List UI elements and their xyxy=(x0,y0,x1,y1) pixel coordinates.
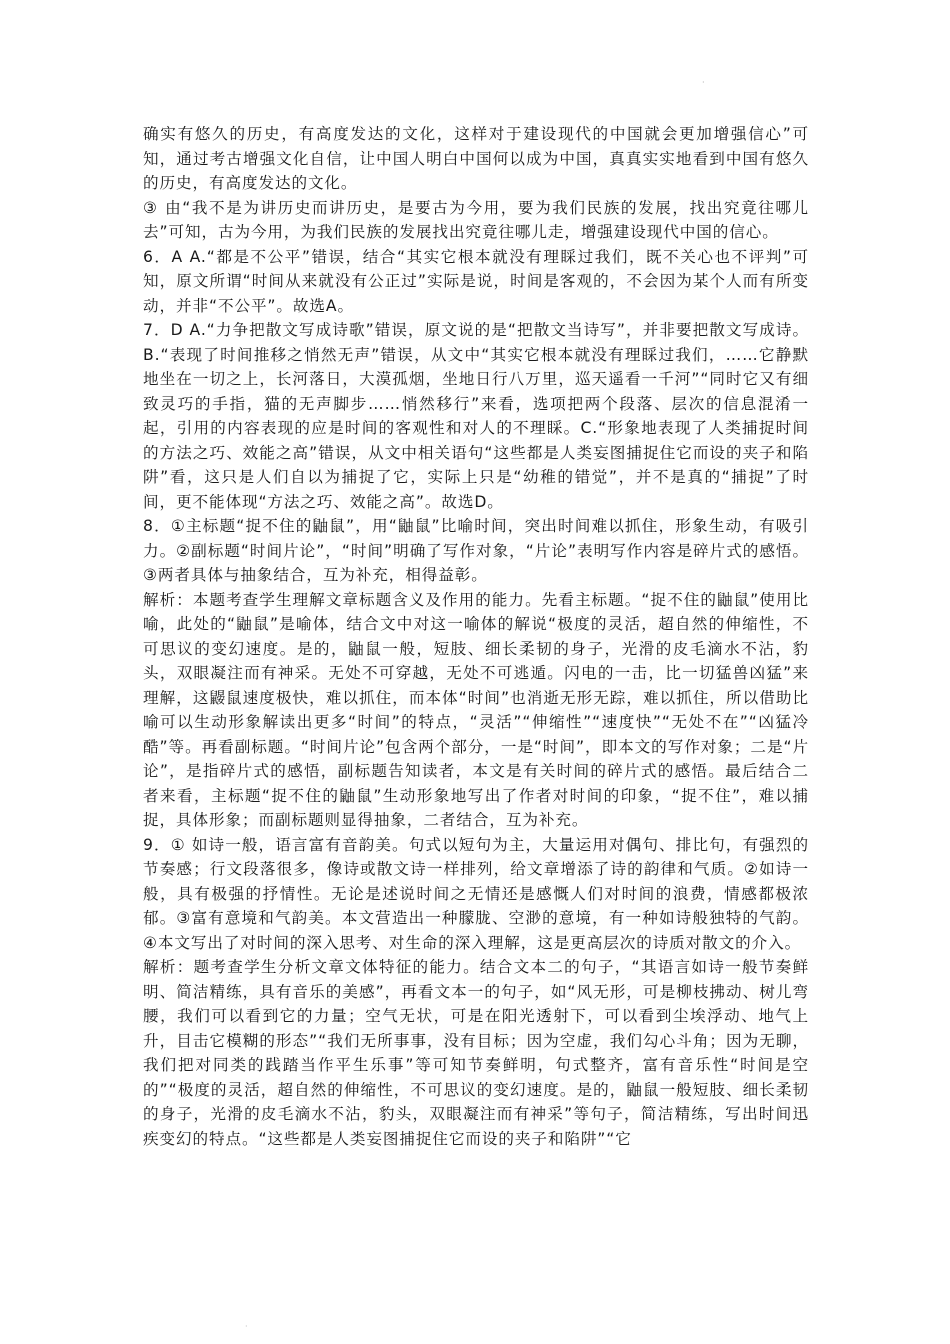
paragraph-continuation: 确实有悠久的历史，有高度发达的文化，这样对于建设现代的中国就会更加增强信心”可知，通过考古增强文化自信，让中国人明白中国何以成为中国，真真实实地看到中国有悠久的历史，有高度发达的文化。 xyxy=(143,125,809,192)
answer-7: 7．D A.“力争把散文写成诗歌”错误，原文说的是“把散文当诗写”，并非要把散文写成诗。B.“表现了时间推移之悄然无声”错误，从文中“其实它根本就没有理睬过我们，……它静默地坐在一切之上，长河落日，大漠孤烟，坐地日行八万里，巡天遥看一千河”“同时它又有细致灵巧的手指，猫的无声脚步……悄然移行”来看，选项把两个段落、层次的信息混淆一起，引用的内容表现的应是时间的客观性和对人的不理睬。C.“形象地表现了人类捕捉时间的方法之巧、效能之高”错误，从文中相关语句“这些都是人类妄图捕捉住它而设的夹子和陷阱”看，这只是人们自以为捕捉了它，实际上只是“幼稚的错觉”，并不是真的“捕捉”了时间，更不能体现“方法之巧、效能之高”。故选D。 xyxy=(143,321,809,511)
analysis-9: 解析：题考查学生分析文章文体特征的能力。结合文本二的句子，“其语言如诗一般节奏鲜明、简洁精练，具有音乐的美感”，再看文本一的句子，如“风无形，可是柳枝拂动、树儿弯腰，我们可以看到它的力量；空气无状，可是在阳光透射下，可以看到尘埃浮动、地气上升，目击它模糊的形态”“我们无所事事，没有目标；因为空虚，我们勾心斗角；因为无聊，我们把对同类的践踏当作平生乐事”等可知节奏鲜明，句式整齐，富有音乐性“时间是空的”“极度的灵活，超自然的伸缩性，不可思议的变幻速度。是的，鼬鼠一般短肢、细长柔韧的身子，光滑的皮毛滴水不沾，豹头，双眼凝注而有神采”等句子，简洁精练，写出时间迅疾变幻的特点。“这些都是人类妄图捕捉住它而设的夹子和陷阱”“它 xyxy=(143,958,809,1148)
answer-text-body xyxy=(143,122,809,1151)
footer-dot: · xyxy=(245,1322,248,1331)
answer-9: 9．① 如诗一般，语言富有音韵美。句式以短句为主，大量运用对偶句、排比句，有强烈的节奏感；行文段落很多，像诗或散文诗一样排列，给文章增添了诗的韵律和气质。②如诗一般，具有极强的抒情性。无论是述说时间之无情还是感慨人们对时间的浪费，情感都极浓郁。③富有意境和气韵美。本文营造出一种朦胧、空渺的意境，有一种如诗般独特的气韵。④本文写出了对时间的深入思考、对生命的深入理解，这是更高层次的诗质对散文的介入。 xyxy=(143,835,809,952)
paragraph-point-3: ③ 由“我不是为讲历史而讲历史，是要古为今用，要为我们民族的发展，找出究竟往哪儿去”可知，古为今用，为我们民族的发展找出究竟往哪儿走，增强建设现代中国的信心。 xyxy=(143,198,809,241)
answer-8: 8．①主标题“捉不住的鼬鼠”，用“鼬鼠”比喻时间，突出时间难以抓住，形象生动，有吸引力。②副标题“时间片论”，“时间”明确了写作对象，“片论”表明写作内容是碎片式的感悟。③两者具体与抽象结合，互为补充，相得益彰。 xyxy=(143,517,809,584)
header-dot: · xyxy=(702,78,705,87)
answer-6: 6．A A.“都是不公平”错误，结合“其实它根本就没有理睬过我们，既不关心也不评判”可知，原文所谓“时间从来就没有公正过”实际是说，时间是客观的，不会因为某个人而有所变动，并非“不公平”。故选A。 xyxy=(143,247,809,315)
analysis-8: 解析：本题考查学生理解文章标题含义及作用的能力。先看主标题。“捉不住的鼬鼠”使用比喻，此处的“鼬鼠”是喻体，结合文中对这一喻体的解说“极度的灵活，超自然的伸缩性，不可思议的变幻速度。是的，鼬鼠一般，短肢、细长柔韧的身子，光滑的皮毛滴水不沾，豹头，双眼凝注而有神采。无处不可穿越，无处不可逃遁。闪电的一击，比一切猛兽凶猛”来理解，这鼹鼠速度极快，难以抓住，而本体“时间”也消逝无形无踪，难以抓住，所以借助比喻可以生动形象解读出更多“时间”的特点，“灵活”“伸缩性”“速度快”“无处不在”“凶猛冷酷”等。再看副标题。“时间片论”包含两个部分，一是“时间”，即本文的写作对象；二是“片论”，是指碎片式的感悟，副标题告知读者，本文是有关时间的碎片式的感悟。最后结合二者来看，主标题“捉不住的鼬鼠”生动形象地写出了作者对时间的印象，“捉不住”，难以捕捉，具体形象；而副标题则显得抽象，二者结合，互为补充。 xyxy=(143,590,809,829)
